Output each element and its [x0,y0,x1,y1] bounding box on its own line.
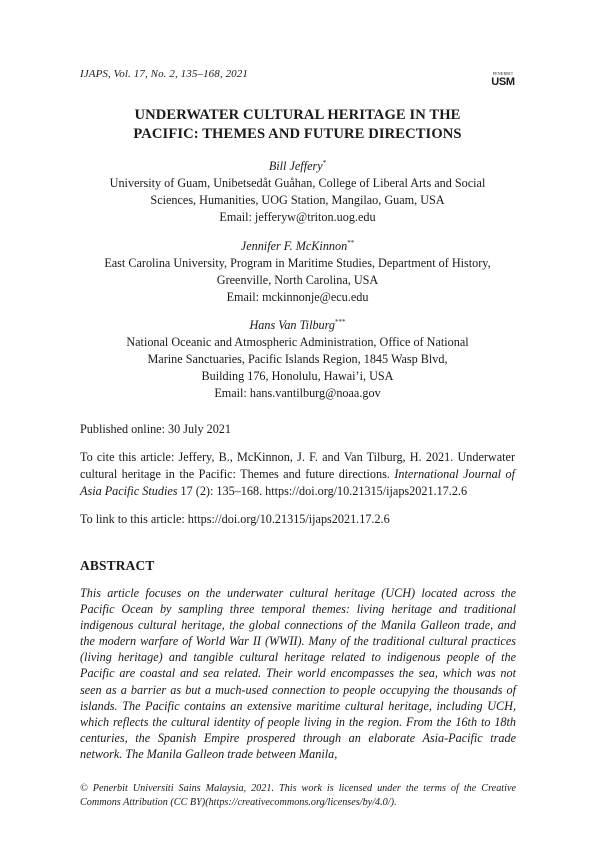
affiliation-line: Building 176, Honolulu, Hawai’i, USA [201,369,394,383]
citation-suffix: 17 (2): 135–168. https://doi.org/10.21315/ijaps2021.17.2.6 [180,484,468,498]
affiliation-line: East Carolina University, Program in Maritime Studies, Department of History, [104,256,491,270]
author-mark: ** [347,239,355,247]
author-block-3 [80,317,515,402]
author-name: Jennifer F. McKinnon [240,239,348,253]
affiliation-line: University of Guam, Unibetsedåt Guåhan, College of Liberal Arts and Social [109,176,486,190]
logo-mark: USM [491,76,515,88]
citation [80,449,515,500]
abstract-text: This article focuses on the underwater cultural heritage (UCH) located across the Pacific Ocean by sampling three temporal themes: living heritage and traditional indigenous cultural heritage, the global connections of the Manila Galleon trade, and the modern warfare of World War II (WWII). Many of the traditional cultural practices (living heritage) and tangible cultural heritage related to indigenous people of the Pacific are coastal and sea related. Their world encompasses the sea, which was not seen as a barrier as but a much-used connection to people occupying the thousands of islands. The Pacific contains an extensive maritime cultural heritage, including UCH, which reflects the cultural identity of people living in the region. From the 16th to 18th centuries, the Spanish Empire prospered through an elaborate Asia-Pacific trade network. The Manila Galleon trade between Manila, [80,586,516,761]
author-email: Email: jefferyw@triton.uog.edu [219,210,376,224]
citation-prefix: To cite this article: Jeffery, B., McKinnon, J. F. and Van Tilburg, H. 2021. Underwater cultural heritage in the Pacific: Themes and future directions. [80,450,515,481]
author-email: Email: hans.vantilburg@noaa.gov [214,386,381,400]
author-block-2 [80,238,515,306]
affiliation-line: Sciences, Humanities, UOG Station, Mangilao, Guam, USA [150,193,445,207]
author-name: Hans Van Tilburg [249,318,336,332]
article-title [80,106,515,144]
author-mark: *** [335,318,346,326]
title-line: UNDERWATER CULTURAL HERITAGE IN THE [134,107,461,123]
title-line: PACIFIC: THEMES AND FUTURE DIRECTIONS [133,126,462,142]
published-date: Published online: 30 July 2021 [80,422,231,436]
affiliation-line: National Oceanic and Atmospheric Administration, Office of National [126,335,469,349]
author-mark: * [322,159,327,167]
author-name: Bill Jeffery [268,159,323,173]
logo-top-text: PENERBIT [492,71,514,76]
citation-journal: International Journal of Asia Pacific Studies [80,467,516,498]
abstract-heading: ABSTRACT [80,558,155,573]
publisher-logo [491,72,515,88]
affiliation-line: Marine Sanctuaries, Pacific Islands Region, 1845 Wasp Blvd, [147,352,448,366]
author-email: Email: mckinnonje@ecu.edu [226,290,369,304]
affiliation-line: Greenville, North Carolina, USA [216,273,379,287]
license-footer: © Penerbit Universiti Sains Malaysia, 2021. This work is licensed under the terms of the Creative Commons Attribution (CC BY)(https://creativecommons.org/licenses/by/4.0/). [80,783,516,808]
journal-reference: IJAPS, Vol. 17, No. 2, 135–168, 2021 [80,68,248,80]
article-link: To link to this article: https://doi.org/10.21315/ijaps2021.17.2.6 [80,512,390,526]
author-block-1 [80,158,515,226]
